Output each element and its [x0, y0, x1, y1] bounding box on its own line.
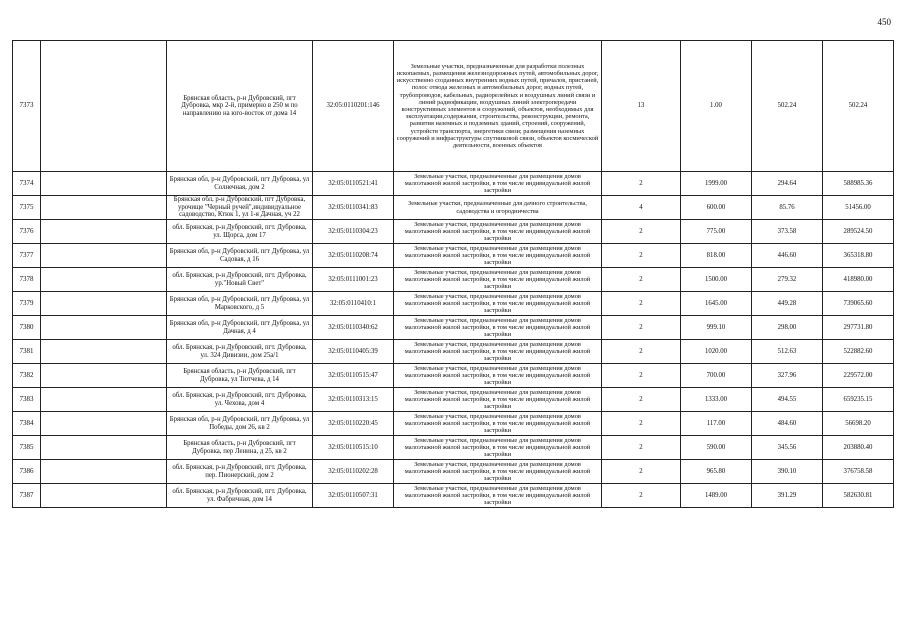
area-cell: 1.00 — [681, 41, 752, 172]
area-cell: 818.00 — [681, 244, 752, 268]
specific-value-cell: 345.56 — [752, 436, 823, 460]
cadastral-number-cell: 32:05:0110410:1 — [313, 292, 394, 316]
land-parcel-table — [12, 40, 894, 508]
row-number: 7384 — [13, 412, 41, 436]
land-use-cell: Земельные участки, предназначенные для размещения домов малоэтажной жилой застройки, в том числе индивидуальной жилой застройки — [394, 316, 602, 340]
category-code-cell: 2 — [602, 292, 681, 316]
cadastral-value-cell: 297731.80 — [823, 316, 894, 340]
row-number: 7378 — [13, 268, 41, 292]
land-use-cell: Земельные участки, предназначенные для размещения домов малоэтажной жилой застройки, в том числе индивидуальной жилой застройки — [394, 292, 602, 316]
cadastral-number-cell: 32:05:0110304:23 — [313, 220, 394, 244]
page-number: 450 — [877, 17, 891, 27]
cadastral-number-cell: 32:05:0110202:28 — [313, 460, 394, 484]
blank-cell — [41, 196, 167, 220]
cadastral-number-cell: 32:05:0110341:83 — [313, 196, 394, 220]
category-code-cell: 4 — [602, 196, 681, 220]
table-body — [13, 41, 894, 508]
blank-cell — [41, 316, 167, 340]
table-row — [13, 41, 894, 172]
specific-value-cell: 446.60 — [752, 244, 823, 268]
row-number: 7387 — [13, 484, 41, 508]
specific-value-cell: 294.64 — [752, 172, 823, 196]
specific-value-cell: 449.28 — [752, 292, 823, 316]
cadastral-value-cell: 203880.40 — [823, 436, 894, 460]
land-use-cell: Земельные участки, предназначенные для размещения домов малоэтажной жилой застройки, в том числе индивидуальной жилой застройки — [394, 388, 602, 412]
area-cell: 1999.00 — [681, 172, 752, 196]
land-use-cell: Земельные участки, предназначенные для размещения домов малоэтажной жилой застройки, в том числе индивидуальной жилой застройки — [394, 244, 602, 268]
land-use-cell: Земельные участки, предназначенные для разработки полезных ископаемых, размещения железнодорожных путей, автомобильных дорог, искусственно созданных внутренних водных путей, причалов, пристаней, полос отвода железных и автомобильных дорог, водных путей, трубопроводов, кабельных, радиорелейных и воздушных линий связи и линий радиофикации, воздушных линий электропередачи конструктивных элементов и сооружений, объектов, необходимых для эксплуатации,содержания, строительства, реконструкции, ремонта, развития наземных и подземных зданий, строений, сооружений, устройств транспорта, энергетики связи; размещения наземных сооружений и инфраструктуры спутниковой связи, объектов космической деятельности, военных объектов — [394, 41, 602, 172]
specific-value-cell: 502.24 — [752, 41, 823, 172]
cadastral-number-cell: 32:05:0110201:146 — [313, 41, 394, 172]
category-code-cell: 2 — [602, 388, 681, 412]
table-row — [13, 268, 894, 292]
category-code-cell: 2 — [602, 412, 681, 436]
category-code-cell: 2 — [602, 364, 681, 388]
blank-cell — [41, 220, 167, 244]
table-row — [13, 196, 894, 220]
table-row — [13, 292, 894, 316]
category-code-cell: 13 — [602, 41, 681, 172]
specific-value-cell: 512.63 — [752, 340, 823, 364]
cadastral-number-cell: 32:05:0111001:23 — [313, 268, 394, 292]
area-cell: 117.00 — [681, 412, 752, 436]
land-use-cell: Земельные участки, предназначенные для размещения домов малоэтажной жилой застройки, в том числе индивидуальной жилой застройки — [394, 460, 602, 484]
table-row — [13, 460, 894, 484]
cadastral-number-cell: 32:05:0110340:62 — [313, 316, 394, 340]
blank-cell — [41, 460, 167, 484]
specific-value-cell: 298.00 — [752, 316, 823, 340]
address-cell: Брянская обл, р-н Дубровский, пгт Дубровка, ул Садовая, д 16 — [167, 244, 313, 268]
row-number: 7376 — [13, 220, 41, 244]
land-use-cell: Земельные участки, предназначенные для размещения домов малоэтажной жилой застройки, в том числе индивидуальной жилой застройки — [394, 364, 602, 388]
row-number: 7382 — [13, 364, 41, 388]
cadastral-value-cell: 51456.00 — [823, 196, 894, 220]
table-row — [13, 340, 894, 364]
specific-value-cell: 85.76 — [752, 196, 823, 220]
row-number: 7374 — [13, 172, 41, 196]
cadastral-value-cell: 739065.60 — [823, 292, 894, 316]
area-cell: 700.00 — [681, 364, 752, 388]
area-cell: 1500.00 — [681, 268, 752, 292]
specific-value-cell: 279.32 — [752, 268, 823, 292]
land-use-cell: Земельные участки, предназначенные для размещения домов малоэтажной жилой застройки, в том числе индивидуальной жилой застройки — [394, 268, 602, 292]
area-cell: 775.00 — [681, 220, 752, 244]
land-use-cell: Земельные участки, предназначенные для размещения домов малоэтажной жилой застройки, в том числе индивидуальной жилой застройки — [394, 484, 602, 508]
cadastral-value-cell: 376758.58 — [823, 460, 894, 484]
address-cell: обл. Брянская, р-н Дубровский, пгт. Дубровка, ур."Новый Свет" — [167, 268, 313, 292]
row-number: 7381 — [13, 340, 41, 364]
table-row — [13, 316, 894, 340]
cadastral-value-cell: 659235.15 — [823, 388, 894, 412]
cadastral-number-cell: 32:05:0110515:47 — [313, 364, 394, 388]
cadastral-number-cell: 32:05:0110521:41 — [313, 172, 394, 196]
row-number: 7386 — [13, 460, 41, 484]
cadastral-value-cell: 365318.80 — [823, 244, 894, 268]
specific-value-cell: 391.29 — [752, 484, 823, 508]
category-code-cell: 2 — [602, 340, 681, 364]
address-cell: Брянская обл, р-н Дубровский, пгт Дубровка, урочище "Черный ручей",индивидуальное садоводство, Ктюк 1, ул 1-я Дачная, уч 22 — [167, 196, 313, 220]
land-use-cell: Земельные участки, предназначенные для размещения домов малоэтажной жилой застройки, в том числе индивидуальной жилой застройки — [394, 436, 602, 460]
area-cell: 1645.00 — [681, 292, 752, 316]
blank-cell — [41, 172, 167, 196]
cadastral-number-cell: 32:05:0110208:74 — [313, 244, 394, 268]
blank-cell — [41, 292, 167, 316]
address-cell: обл. Брянская, р-н Дубровский, пгт. Дубровка, ул. Щорса, дом 17 — [167, 220, 313, 244]
blank-cell — [41, 268, 167, 292]
cadastral-value-cell: 56698.20 — [823, 412, 894, 436]
address-cell: обл. Брянская, р-н Дубровский, пгт. Дубровка, ул. 324 Дивизии, дом 25а/1 — [167, 340, 313, 364]
category-code-cell: 2 — [602, 244, 681, 268]
blank-cell — [41, 412, 167, 436]
cadastral-number-cell: 32:05:0110507:31 — [313, 484, 394, 508]
blank-cell — [41, 364, 167, 388]
category-code-cell: 2 — [602, 316, 681, 340]
cadastral-value-cell: 582630.81 — [823, 484, 894, 508]
address-cell: обл. Брянская, р-н Дубровский, пгт. Дубровка, ул. Фабричная, дом 14 — [167, 484, 313, 508]
cadastral-value-cell: 502.24 — [823, 41, 894, 172]
table-row — [13, 484, 894, 508]
category-code-cell: 2 — [602, 460, 681, 484]
blank-cell — [41, 340, 167, 364]
area-cell: 590.00 — [681, 436, 752, 460]
area-cell: 1489.00 — [681, 484, 752, 508]
address-cell: Брянская область, р-н Дубровский, пгт Дубровка, пер Ленина, д 25, кв 2 — [167, 436, 313, 460]
land-use-cell: Земельные участки, предназначенные для размещения домов малоэтажной жилой застройки, в том числе индивидуальной жилой застройки — [394, 340, 602, 364]
specific-value-cell: 327.96 — [752, 364, 823, 388]
land-use-cell: Земельные участки, предназначенные для размещения домов малоэтажной жилой застройки, в том числе индивидуальной жилой застройки — [394, 220, 602, 244]
blank-cell — [41, 436, 167, 460]
category-code-cell: 2 — [602, 268, 681, 292]
table-row — [13, 364, 894, 388]
table-row — [13, 220, 894, 244]
table-row — [13, 172, 894, 196]
address-cell: Брянская обл, р-н Дубровский, пгт Дубровка, ул Победы, дом 26, кв 2 — [167, 412, 313, 436]
cadastral-value-cell: 522882.60 — [823, 340, 894, 364]
cadastral-number-cell: 32:05:0110220:45 — [313, 412, 394, 436]
address-cell: обл. Брянская, р-н Дубровский, пгт. Дубровка, ул. Чехова, дом 4 — [167, 388, 313, 412]
table-row — [13, 388, 894, 412]
row-number: 7380 — [13, 316, 41, 340]
address-cell: Брянская область, р-н Дубровский, пгт Дубровка, мкр 2-й, примерно в 250 м по направлению на юго-восток от дома 14 — [167, 41, 313, 172]
row-number: 7379 — [13, 292, 41, 316]
cadastral-number-cell: 32:05:0110515:10 — [313, 436, 394, 460]
address-cell: обл. Брянская, р-н Дубровский, пгт. Дубровка, пер. Пионерский, дом 2 — [167, 460, 313, 484]
row-number: 7375 — [13, 196, 41, 220]
cadastral-value-cell: 289524.50 — [823, 220, 894, 244]
row-number: 7377 — [13, 244, 41, 268]
land-use-cell: Земельные участки, предназначенные для размещения домов малоэтажной жилой застройки, в том числе индивидуальной жилой застройки — [394, 412, 602, 436]
category-code-cell: 2 — [602, 484, 681, 508]
specific-value-cell: 484.60 — [752, 412, 823, 436]
area-cell: 600.00 — [681, 196, 752, 220]
area-cell: 965.80 — [681, 460, 752, 484]
category-code-cell: 2 — [602, 436, 681, 460]
area-cell: 1333.00 — [681, 388, 752, 412]
table-row — [13, 244, 894, 268]
blank-cell — [41, 244, 167, 268]
specific-value-cell: 494.55 — [752, 388, 823, 412]
area-cell: 999.10 — [681, 316, 752, 340]
row-number: 7373 — [13, 41, 41, 172]
row-number: 7383 — [13, 388, 41, 412]
blank-cell — [41, 388, 167, 412]
cadastral-number-cell: 32:05:0110313:15 — [313, 388, 394, 412]
address-cell: Брянская обл, р-н Дубровский, пгт Дубровка, ул Марковского, д 5 — [167, 292, 313, 316]
cadastral-value-cell: 229572.00 — [823, 364, 894, 388]
address-cell: Брянская обл, р-н Дубровский, пгт Дубровка, ул Солнечная, дом 2 — [167, 172, 313, 196]
area-cell: 1020.00 — [681, 340, 752, 364]
category-code-cell: 2 — [602, 220, 681, 244]
cadastral-number-cell: 32:05:0110405:39 — [313, 340, 394, 364]
address-cell: Брянская обл, р-н Дубровский, пгт Дубровка, ул Дачная, д 4 — [167, 316, 313, 340]
blank-cell — [41, 41, 167, 172]
land-use-cell: Земельные участки, предназначенные для размещения домов малоэтажной жилой застройки, в том числе индивидуальной жилой застройки — [394, 172, 602, 196]
land-use-cell: Земельные участки, предназначенные для дачного строительства, садоводства и огородничества — [394, 196, 602, 220]
cadastral-value-cell: 588985.36 — [823, 172, 894, 196]
specific-value-cell: 373.58 — [752, 220, 823, 244]
table-row — [13, 436, 894, 460]
category-code-cell: 2 — [602, 172, 681, 196]
cadastral-value-cell: 418980.00 — [823, 268, 894, 292]
blank-cell — [41, 484, 167, 508]
row-number: 7385 — [13, 436, 41, 460]
table-row — [13, 412, 894, 436]
specific-value-cell: 390.10 — [752, 460, 823, 484]
address-cell: Брянская область, р-н Дубровский, пгт Дубровка, ул Тютчева, д 14 — [167, 364, 313, 388]
